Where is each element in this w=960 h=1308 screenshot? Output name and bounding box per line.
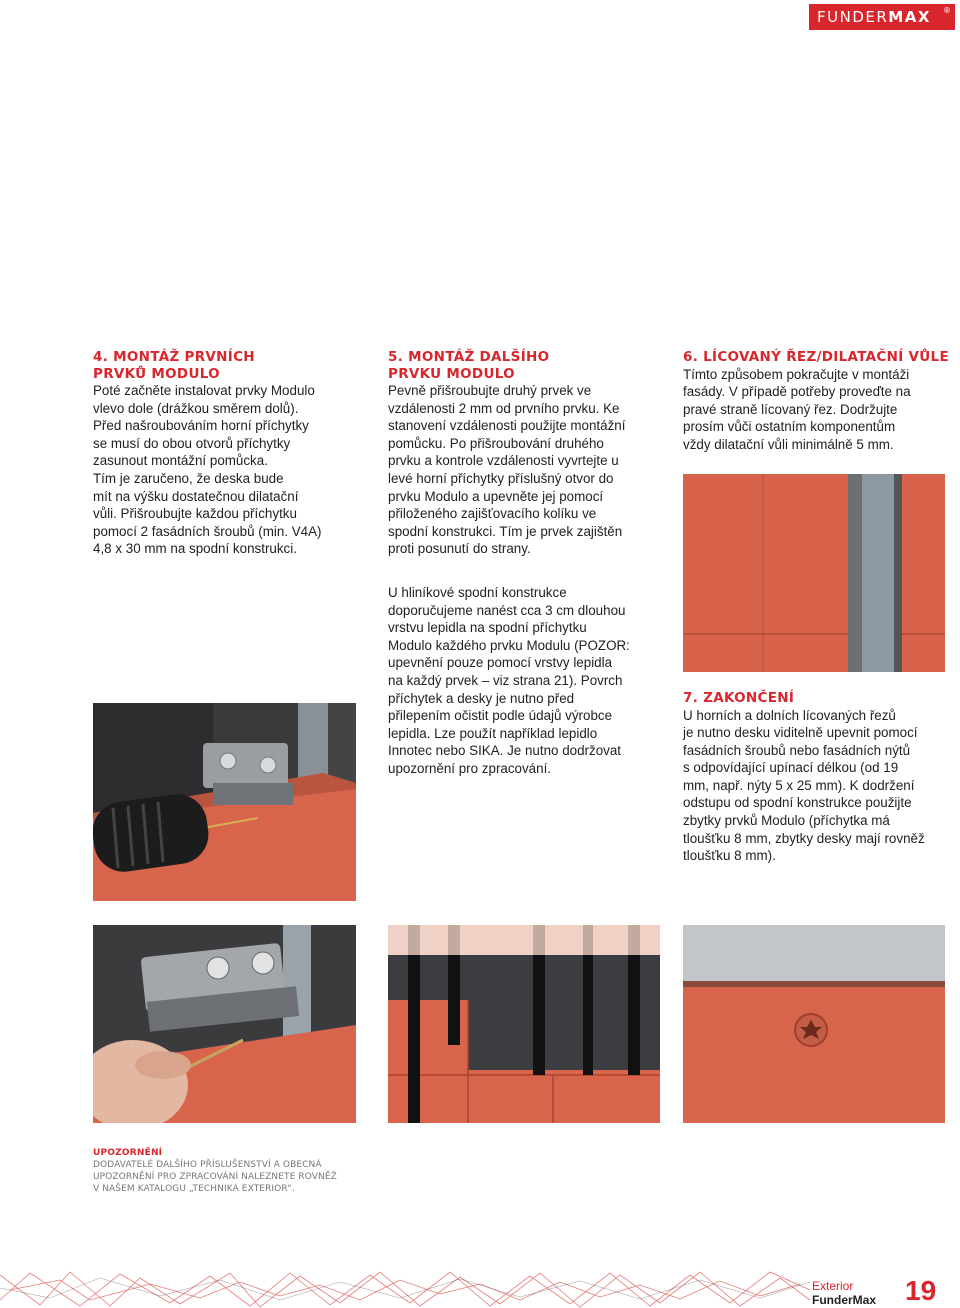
notice-box [93, 1147, 373, 1195]
section-5 [388, 349, 660, 558]
section-4 [93, 349, 355, 558]
footer-brand: FunderMax [812, 1293, 877, 1307]
section-5-adhesive [388, 584, 660, 778]
footer-section-label: Exterior [812, 1279, 854, 1293]
notice-body: DODAVATELÉ DALŠÍHO PŘÍSLUŠENSTVÍ A OBECNÁ UPOZORNĚNÍ PRO ZPRACOVÁNÍ NALEZNETE ROVNĚŽ V NAŠEM KATALOGU „TECHNIKA EXTERIOR“. [93, 1160, 337, 1194]
section-7-title: 7. ZAKONČENÍ [683, 690, 795, 706]
photo-facade-screw [683, 925, 945, 1123]
photo-facade-expansion-gap [683, 474, 945, 672]
photo-drilling-clip [93, 703, 356, 901]
section-5-body: Pevně přišroubujte druhý prvek ve vzdálenosti 2 mm od prvního prvku. Ke stanovení vzdálenosti použijte montážní pomůcku. Po přišroubování druhého prvku a kontrole vzdálenosti vyvrtejte u levé horní příchytky příslušný otvor do prvku Modulo a upevněte jej pomocí přiloženého zajišťovacího kolíku ve spodní konstrukci. Tím je prvek zajištěn proti posunutí do strany. [388, 383, 626, 557]
section-4-body: Poté začněte instalovat prvky Modulo vlevo dole (drážkou směrem dolů). Před našroubováním horní příchytky se musí do obou otvorů příchytky zasunout montážní pomůcka. Tím je zaručeno, že deska bude mít na výšku dostatečnou dilatační vůli. Přišroubujte každou příchytku pomocí 2 fasádních šroubů (min. V4A) 4,8 x 30 mm na spodní konstrukci. [93, 383, 322, 557]
section-5-title: 5. MONTÁŽ DALŠÍHO PRVKU MODULO [388, 349, 550, 382]
section-5-body-2: U hliníkové spodní konstrukce doporučujeme nanést cca 3 cm dlouhou vrstvu lepidla na spodní příchytku Modulo každého prvku Modulu (POZOR: upevnění pouze pomocí vrstvy lepidla na každý prvek – viz strana 21). Povrch příchytek a desky je nutno před přilepením očistit podle údajů výrobce lepidla. Lze použít například lepidlo Innotec nebo SIKA. Je nutno dodržovat upozornění pro zpracování. [388, 585, 630, 776]
footer-decorative-lines [0, 1270, 810, 1308]
section-6-body: Tímto způsobem pokračujte v montáži fasády. V případě potřeby proveďte na pravé straně lícovaný řez. Dodržujte prosím vůči ostatním komponentům vždy dilatační vůli minimálně 5 mm. [683, 366, 911, 452]
fundermax-logo [809, 4, 955, 30]
section-4-title: 4. MONTÁŽ PRVNÍCH PRVKŮ MODULO [93, 349, 255, 382]
logo-text-bold: MAX [888, 8, 931, 26]
photo-screwing-clip [93, 925, 356, 1123]
section-7 [683, 690, 953, 865]
section-6 [683, 349, 953, 453]
section-7-body: U horních a dolních lícovaných řezů je nutno desku viditelně upevnit pomocí fasádních šroubů nebo fasádních nýtů s odpovídající upínací délkou (od 19 mm, např. nýty 5 x 25 mm). K dodržení odstupu od spodní konstrukce použijte zbytky prvků Modulo (příchytka má tloušťku 8 mm, zbytky desky mají rovněž tloušťku 8 mm). [683, 707, 925, 864]
photo-modulo-rows [388, 925, 660, 1123]
registered-mark: ® [943, 6, 951, 15]
page-number: 19 [905, 1275, 937, 1306]
notice-title: UPOZORNĚNÍ [93, 1148, 163, 1158]
logo-text-light: FUNDER [817, 8, 889, 26]
section-6-title: 6. LÍCOVANÝ ŘEZ/DILATAČNÍ VŮLE [683, 349, 949, 365]
